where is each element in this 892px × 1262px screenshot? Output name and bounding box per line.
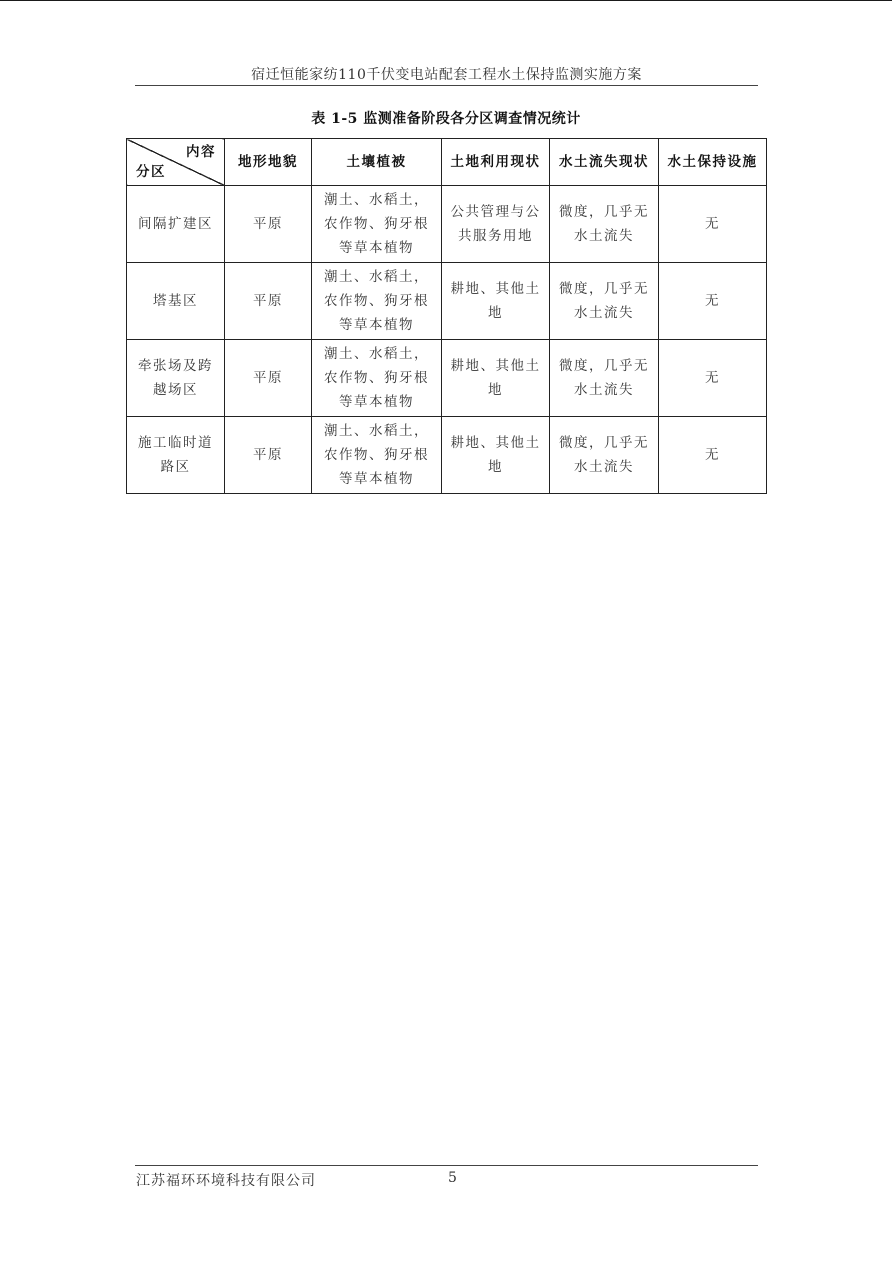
facilities-cell: 无 (659, 263, 767, 340)
soil-vegetation-cell: 潮土、水稻土，农作物、狗牙根等草本植物 (312, 340, 442, 417)
zone-survey-table (126, 138, 767, 494)
erosion-cell: 微度，几乎无水土流失 (550, 263, 659, 340)
zone-cell: 施工临时道路区 (127, 417, 225, 494)
column-header-facilities: 水土保持设施 (659, 139, 767, 186)
header-divider (135, 85, 758, 86)
soil-vegetation-cell: 潮土、水稻土，农作物、狗牙根等草本植物 (312, 186, 442, 263)
erosion-cell: 微度，几乎无水土流失 (550, 186, 659, 263)
table-row (127, 263, 767, 340)
land-use-cell: 耕地、其他土地 (442, 263, 550, 340)
page-number: 5 (448, 1170, 457, 1186)
facilities-cell: 无 (659, 340, 767, 417)
facilities-cell: 无 (659, 186, 767, 263)
terrain-cell: 平原 (225, 186, 312, 263)
footer-company-name: 江苏福环环境科技有限公司 (136, 1173, 316, 1189)
terrain-cell: 平原 (225, 340, 312, 417)
land-use-cell: 公共管理与公共服务用地 (442, 186, 550, 263)
terrain-cell: 平原 (225, 263, 312, 340)
facilities-cell: 无 (659, 417, 767, 494)
land-use-cell: 耕地、其他土地 (442, 417, 550, 494)
terrain-cell: 平原 (225, 417, 312, 494)
page-header-title: 宿迁恒能家纺110千伏变电站配套工程水土保持监测实施方案 (251, 67, 642, 83)
column-header-soil-vegetation: 土壤植被 (312, 139, 442, 186)
table-row (127, 417, 767, 494)
table-row (127, 340, 767, 417)
table-row (127, 186, 767, 263)
footer-divider (135, 1165, 758, 1166)
column-header-terrain: 地形地貌 (225, 139, 312, 186)
erosion-cell: 微度，几乎无水土流失 (550, 417, 659, 494)
erosion-cell: 微度，几乎无水土流失 (550, 340, 659, 417)
corner-label-zone: 分区 (136, 164, 166, 180)
column-header-erosion: 水土流失现状 (550, 139, 659, 186)
table-caption: 表 1-5 监测准备阶段各分区调查情况统计 (311, 111, 581, 127)
column-header-land-use: 土地利用现状 (442, 139, 550, 186)
soil-vegetation-cell: 潮土、水稻土，农作物、狗牙根等草本植物 (312, 263, 442, 340)
land-use-cell: 耕地、其他土地 (442, 340, 550, 417)
corner-label-content: 内容 (186, 144, 216, 160)
page-top-border (0, 0, 892, 1)
zone-cell: 牵张场及跨越场区 (127, 340, 225, 417)
soil-vegetation-cell: 潮土、水稻土，农作物、狗牙根等草本植物 (312, 417, 442, 494)
zone-cell: 间隔扩建区 (127, 186, 225, 263)
diagonal-header-cell (127, 139, 225, 186)
table-header-row (127, 139, 767, 186)
zone-cell: 塔基区 (127, 263, 225, 340)
